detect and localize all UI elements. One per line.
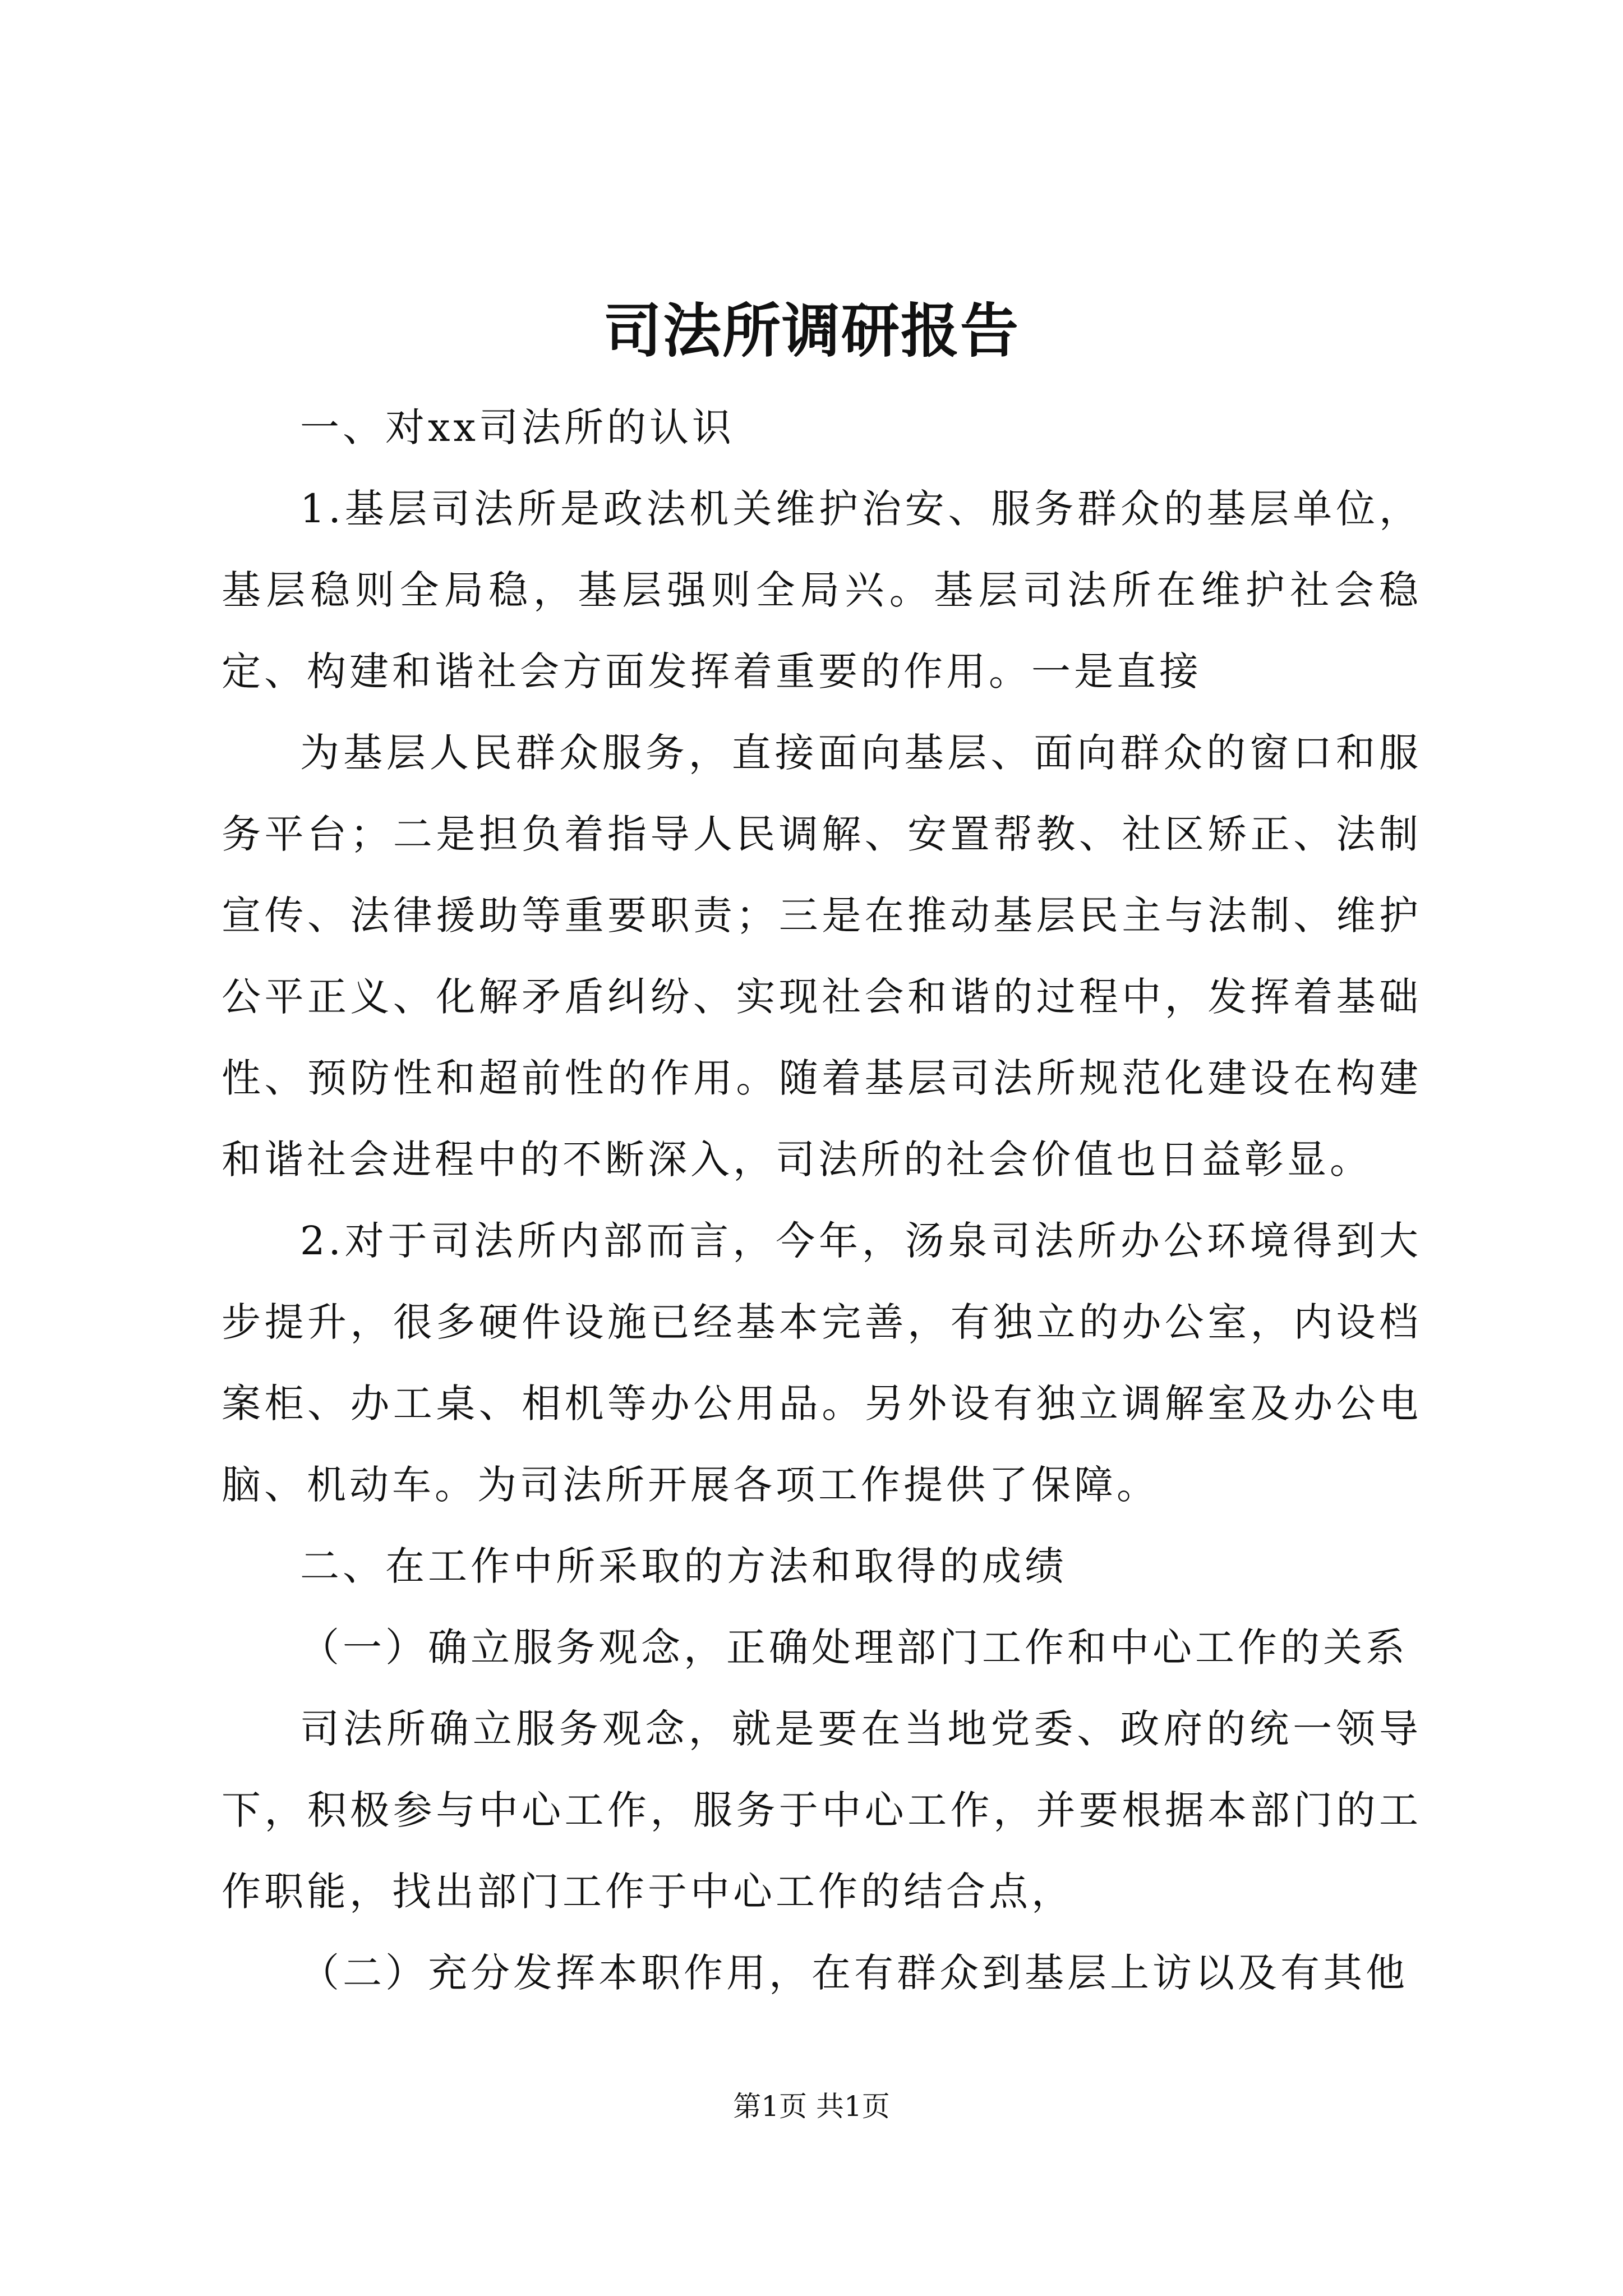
paragraph: 2.对于司法所内部而言，今年，汤泉司法所办公环境得到大步提升，很多硬件设施已经基本完善，有独立的办公室，内设档案柜、办工桌、相机等办公用品。另外设有独立调解室及办公电脑、机动车。为司法所开展各项工作提供了保障。 (222, 1218, 1422, 1508)
page-footer: 第1页 共1页 (733, 2090, 890, 2123)
paragraph: 司法所确立服务观念，就是要在当地党委、政府的统一领导下，积极参与中心工作，服务于中心工作，并要根据本部门的工作职能，找出部门工作于中心工作的结合点， (222, 1706, 1422, 1915)
section-heading-2: 二、在工作中所采取的方法和取得的成绩 (300, 1543, 1067, 1589)
document-title: 司法所调研报告 (603, 296, 1020, 365)
document-body (222, 387, 1422, 2014)
subsection-heading-1: （一）确立服务观念，正确处理部门工作和中心工作的关系 (300, 1625, 1408, 1671)
paragraph: 为基层人民群众服务，直接面向基层、面向群众的窗口和服务平台；二是担负着指导人民调解、安置帮教、社区矫正、法制宣传、法律援助等重要职责；三是在推动基层民主与法制、维护公平正义、化解矛盾纠纷、实现社会和谐的过程中，发挥着基础性、预防性和超前性的作用。随着基层司法所规范化建设在构建和谐社会进程中的不断深入，司法所的社会价值也日益彰显。 (222, 730, 1422, 1182)
subsection-heading-2: （二）充分发挥本职作用，在有群众到基层上访以及有其他 (300, 1950, 1408, 1996)
section-heading-1: 一、对xx司法所的认识 (300, 404, 735, 450)
paragraph: 1.基层司法所是政法机关维护治安、服务群众的基层单位，基层稳则全局稳，基层强则全局兴。基层司法所在维护社会稳定、构建和谐社会方面发挥着重要的作用。一是直接 (222, 486, 1422, 694)
